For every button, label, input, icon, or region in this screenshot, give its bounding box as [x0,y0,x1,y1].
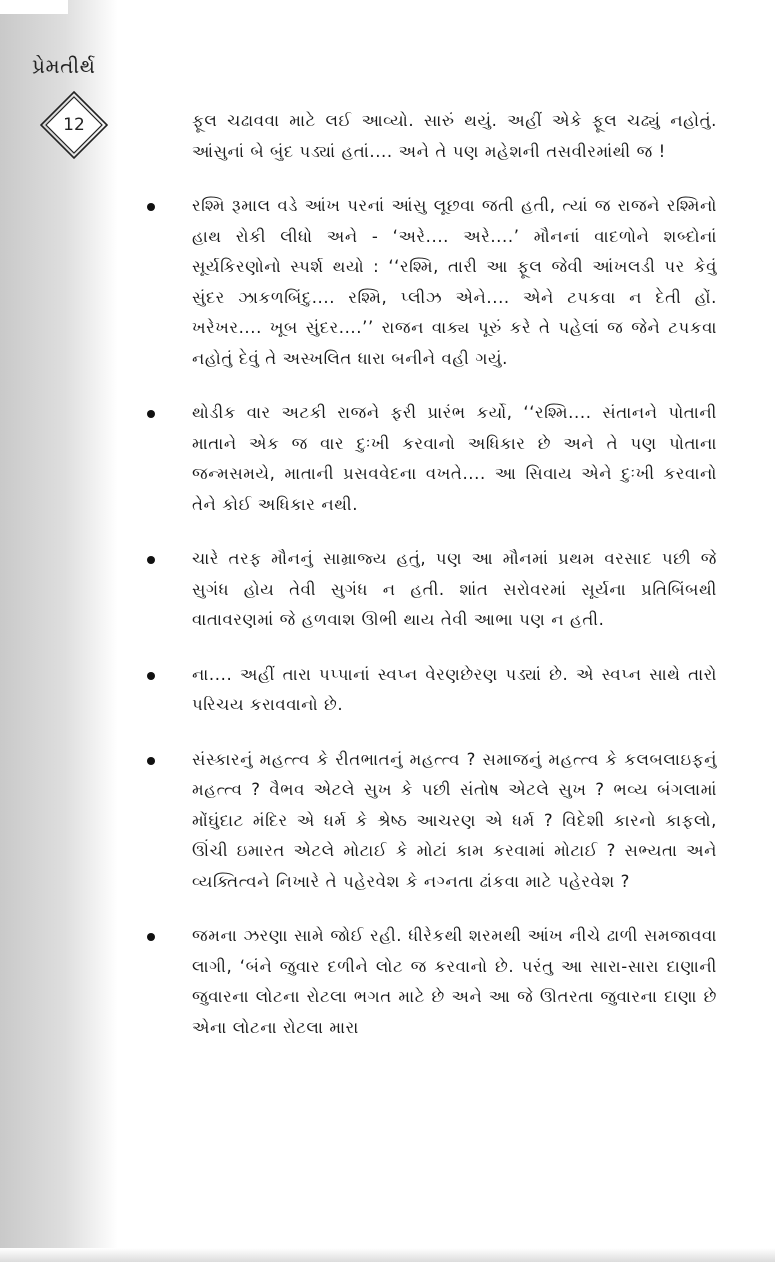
body-text [192,106,717,1043]
list-item [192,191,717,374]
bullet-icon [147,410,155,418]
bullet-icon [147,203,155,211]
list-item-text: રશ્મિ રૂમાલ વડે આંખ પરનાં આંસુ લૂછવા જતી હતી, ત્યાં જ રાજને રશ્મિનો હાથ રોકી લીધો અને - ‘અરે.... અરે....’ મૌનનાં વાદળોને શબ્દોનાં સૂર્યકિરણોનો સ્પર્શ થયો : ‘‘રશ્મિ, તારી આ ફૂલ જેવી આંખલડી પર કેવું સુંદર ઝાકળબિંદુ.... રશ્મિ, પ્લીઝ એને.... એને ટપકવા ન દેતી હોં. ખરેખર.... ખૂબ સુંદર....’’ રાજન વાક્ય પૂરું કરે તે પહેલાં જ જેને ટપકવા નહોતું દેવું તે અસ્ખલિત ધારા બનીને વહી ગયું. [192,196,717,368]
list-item-text: સંસ્કારનું મહત્ત્વ કે રીતભાતનું મહત્ત્વ ? સમાજનું મહત્ત્વ કે કલબલાઇફનું મહત્ત્વ ? વૈભવ એટલે સુખ કે પછી સંતોષ એટલે સુખ ? ભવ્ય બંગલામાં મોંઘુંદાટ મંદિર એ ધર્મ કે શ્રેષ્ઠ આચરણ એ ધર્મ ? વિદેશી કારનો કાફલો, ઊંચી ઇમારત એટલે મોટાઈ કે મોટાં કામ કરવામાં મોટાઈ ? સભ્યતા અને વ્યક્તિત્વને નિખારે તે પહેરવેશ કે નગ્નતા ઢાંકવા માટે પહેરવેશ ? [192,749,717,891]
running-title: પ્રેમતીર્થ [32,54,96,78]
list-item [192,921,717,1043]
bullet-icon [147,672,155,680]
bullet-icon [147,933,155,941]
page-number: 12 [63,115,85,135]
list-item [192,660,717,721]
list-item [192,745,717,898]
bullet-icon [147,556,155,564]
list-item [192,398,717,520]
intro-paragraph: ફૂલ ચઢાવવા માટે લઈ આવ્યો. સારું થયું. અહીં એકે ફૂલ ચઢ્યું નહોતું. આંસુનાં બે બુંદ પડ્યાં હતાં.... અને તે પણ મહેશની તસવીરમાંથી જ ! [192,111,717,161]
bullet-icon [147,757,155,765]
bottom-edge-shade [0,1248,775,1262]
top-edge [0,0,68,14]
list-item [192,544,717,636]
list-item-text: ના.... અહીં તારા પપ્પાનાં સ્વપ્ન વેરણછેરણ પડ્યાં છે. એ સ્વપ્ન સાથે તારો પરિચય કરાવવાનો છે. [192,664,717,714]
page-number-badge [40,91,108,159]
list-item-text: ચારે તરફ મૌનનું સામ્રાજ્ય હતું, પણ આ મૌનમાં પ્રથમ વરસાદ પછી જે સુગંધ હોય તેવી સુગંધ ન હતી. શાંત સરોવરમાં સૂર્યના પ્રતિબિંબથી વાતાવરણમાં જે હળવાશ ઊભી થાય તેવી આભા પણ ન હતી. [192,549,717,629]
list-item-text: જમના ઝરણા સામે જોઈ રહી. ધીરેકથી શરમથી આંખ નીચે ઢાળી સમજાવવા લાગી, ‘બંને જુવાર દળીને લોટ જ કરવાનો છે. પરંતુ આ સારા-સારા દાણાની જુવારના લોટના રોટલા ભગત માટે છે અને આ જે ઊતરતા જુવારના દાણા છે એના લોટના રોટલા મારા [192,926,717,1037]
page-gutter-shade [0,0,118,1262]
list-item-text: થોડીક વાર અટકી રાજને ફરી પ્રારંભ કર્યો, ‘‘રશ્મિ.... સંતાનને પોતાની માતાને એક જ વાર દુઃખી કરવાનો અધિકાર છે અને તે પણ પોતાના જન્મસમયે, માતાની પ્રસવવેદના વખતે.... આ સિવાય એને દુઃખી કરવાનો તેને કોઈ અધિકાર નથી. [192,403,717,514]
